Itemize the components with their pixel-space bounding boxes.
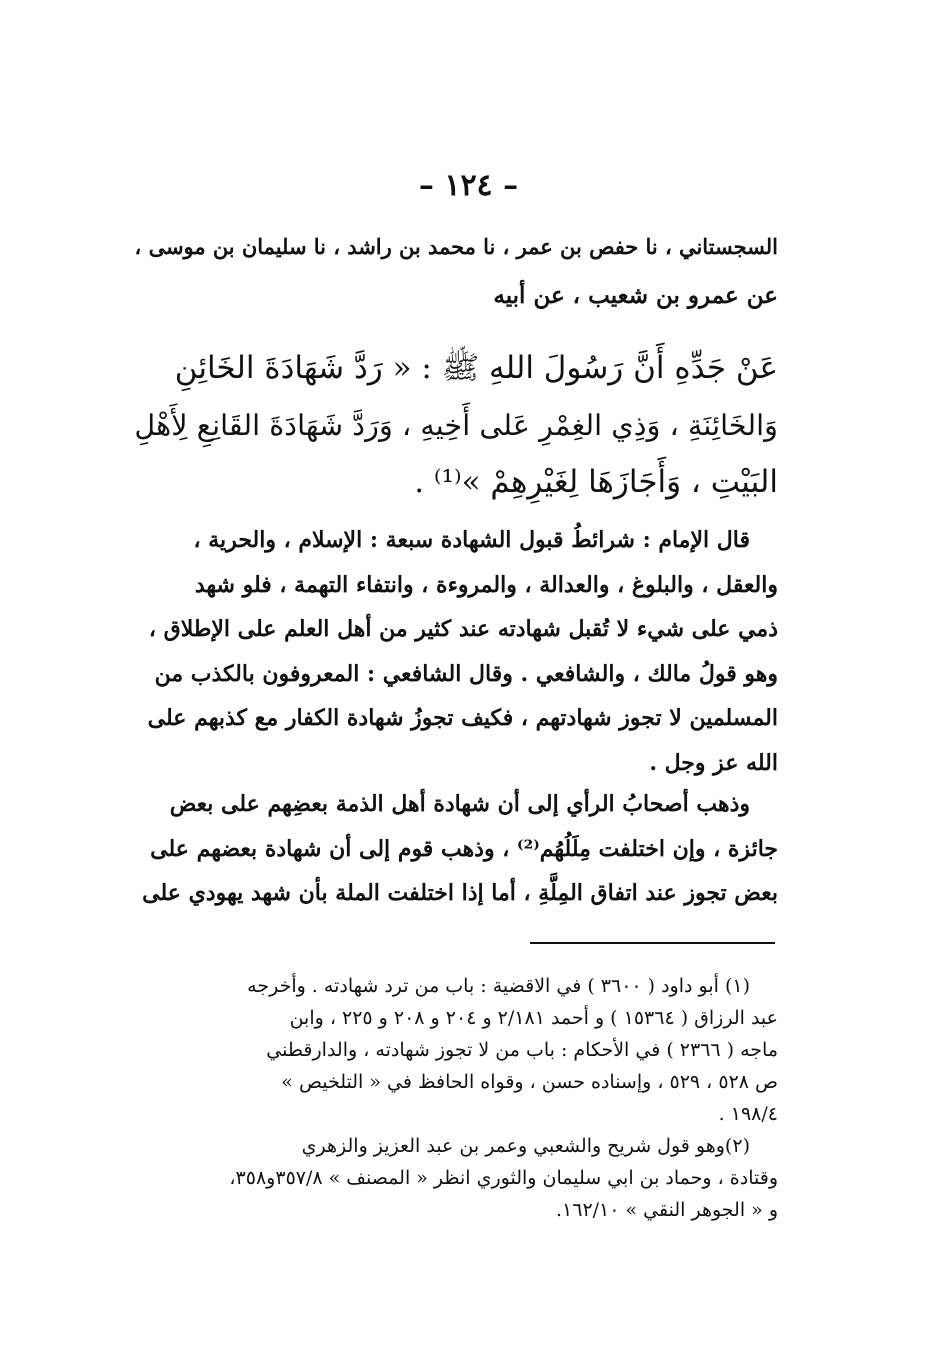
commentary-paragraph-1 [128,518,778,785]
isnad-chain [128,222,778,320]
footnote-line: وقتادة ، وحماد بن ابي سليمان والثوري انظر « المصنف » ٣٥٧/٨و٣٥٨، [229,1167,778,1189]
paragraph-line: بعض تجوز عند اتفاق المِلَّةِ ، أما إذا اختلفت الملة بأن شهد يهودي على [142,880,778,906]
paragraph-line: المسلمين لا تجوز شهادتهم ، فكيف تجوزُ شهادة الكفار مع كذبهم على [147,705,778,731]
paragraph-line: وذهب أصحابُ الرأي إلى أن شهادة أهل الذمة بعضِهم على بعض [169,791,750,817]
paragraph-line: ذمي على شيء لا تُقبل شهادته عند كثير من أهل العلم على الإطلاق ، [148,616,778,642]
isnad-line: السجستاني ، نا حفص بن عمر ، نا محمد بن راشد ، نا سليمان بن موسى ، [134,234,778,259]
footnote-1 [128,970,778,1130]
paragraph-line: جائزة ، وإن اختلفت مِلَلُهُم⁽²⁾ ، وذهب قوم إلى أن شهادة بعضهم على [150,835,778,862]
page-number: – ١٢٤ – [418,168,519,203]
hadith-line: عَنْ جَدِّهِ أَنَّ رَسُولَ اللهِ ﷺ : « رَدَّ شَهَادَةَ الخَائِنِ [174,350,778,386]
footnote-line: ماجه ( ٢٣٦٦ ) في الأحكام : باب من لا تجوز شهادته ، والدارقطني [266,1039,778,1061]
paragraph-line: قال الإمام : شرائطُ قبول الشهادة سبعة : الإسلام ، والحرية ، [193,527,750,553]
footnote-line: ١٩٨/٤ . [718,1103,778,1125]
hadith-line: وَالخَائِنَةِ ، وَذِي الغِمْرِ عَلى أَخِيهِ ، وَرَدَّ شَهَادَةَ القَانِعِ لِأَهْلِ [134,408,778,442]
commentary-paragraph-2 [128,782,778,916]
paragraph-line: الله عز وجل . [649,749,778,776]
hadith-line: البَيْتِ ، وَأَجَازَهَا لِغَيْرِهِمْ »⁽¹⁾ . [414,464,778,500]
hadith-text [128,340,778,511]
isnad-line: عن عمرو بن شعيب ، عن أبيه [493,282,778,309]
footnote-2 [128,1130,778,1226]
footnote-separator [530,942,775,944]
footnote-line: ص ٥٢٨ ، ٥٢٩ ، وإسناده حسن ، وقواه الحافظ في « التلخيص » [281,1071,778,1093]
footnote-line: و « الجوهر النقي » ١٦٢/١٠. [555,1199,778,1221]
paragraph-line: والعقل ، والبلوغ ، والعدالة ، والمروءة ، وانتفاء التهمة ، فلو شهد [194,571,778,598]
footnote-line: (١) أبو داود ( ٣٦٠٠ ) في الاقضية : باب من ترد شهادته . وأخرجه [247,975,750,997]
footnote-line: (٢)وهو قول شريح والشعبي وعمر بن عبد العزيز والزهري [301,1135,750,1157]
paragraph-line: وهو قولُ مالك ، والشافعي . وقال الشافعي : المعروفون بالكذب من [154,660,778,687]
footnote-line: عبد الرزاق ( ١٥٣٦٤ ) و أحمد ٢/١٨١ و ٢٠٤ و ٢٠٨ و ٢٢٥ ، وابن [289,1007,778,1029]
